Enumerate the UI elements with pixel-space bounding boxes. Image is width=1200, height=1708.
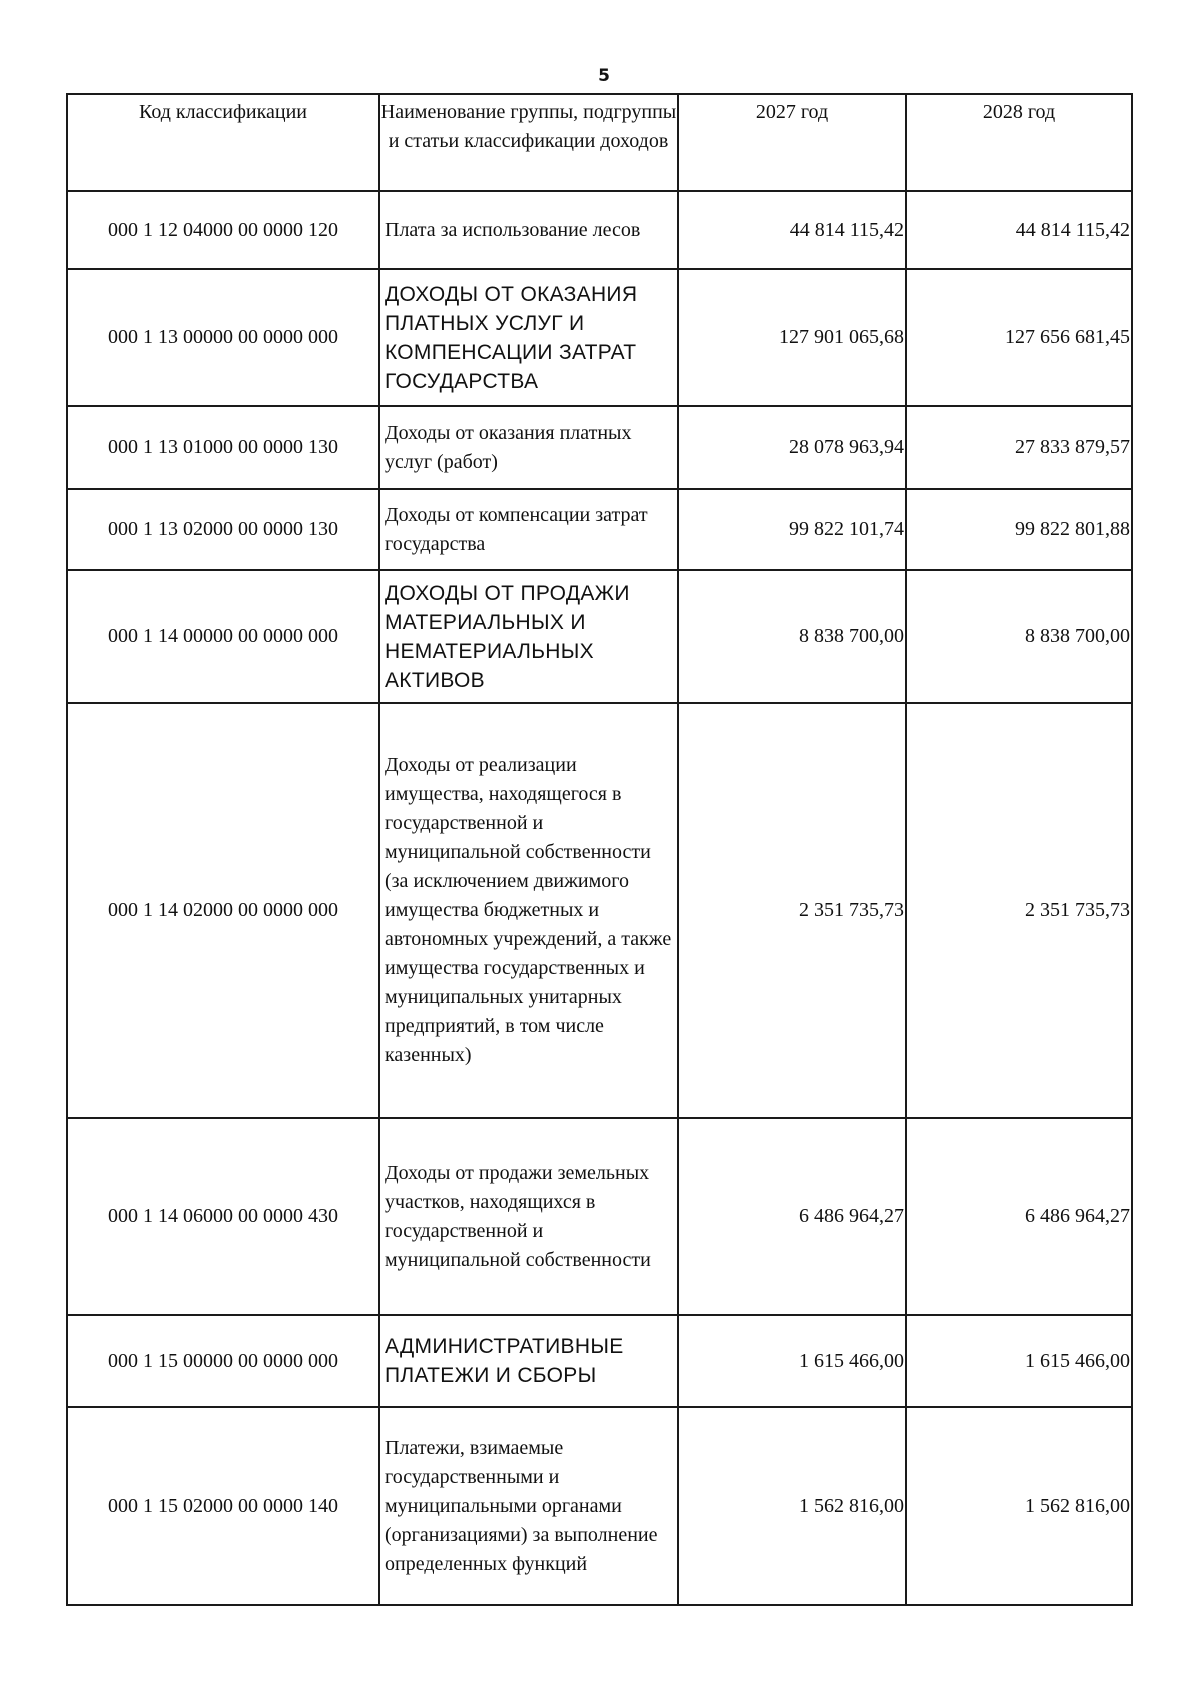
row-value-2028: 27 833 879,57 <box>906 406 1132 489</box>
row-name: Доходы от реализации имущества, находящегося в государственной и муниципальной собственности (за исключением движимого имущества бюджетных и автономных учреждений, а также имущества государственных и муниципальных унитарных предприятий, в том числе казенных) <box>379 703 678 1118</box>
header-2027: 2027 год <box>678 94 906 191</box>
row-value-2027: 99 822 101,74 <box>678 489 906 570</box>
row-code: 000 1 13 02000 00 0000 130 <box>67 489 379 570</box>
row-name: ДОХОДЫ ОТ ПРОДАЖИ МАТЕРИАЛЬНЫХ И НЕМАТЕРИАЛЬНЫХ АКТИВОВ <box>379 570 678 703</box>
header-code: Код классификации <box>67 94 379 191</box>
table-row <box>67 1315 1132 1407</box>
row-value-2028: 44 814 115,42 <box>906 191 1132 269</box>
row-code: 000 1 13 01000 00 0000 130 <box>67 406 379 489</box>
row-code: 000 1 15 02000 00 0000 140 <box>67 1407 379 1605</box>
row-name: Доходы от продажи земельных участков, находящихся в государственной и муниципальной собственности <box>379 1118 678 1315</box>
row-name: Доходы от компенсации затрат государства <box>379 489 678 570</box>
table-row <box>67 406 1132 489</box>
row-value-2028: 2 351 735,73 <box>906 703 1132 1118</box>
header-name: Наименование группы, подгруппы и статьи классификации доходов <box>379 94 678 191</box>
row-code: 000 1 15 00000 00 0000 000 <box>67 1315 379 1407</box>
row-value-2028: 6 486 964,27 <box>906 1118 1132 1315</box>
row-name: Плата за использование лесов <box>379 191 678 269</box>
row-value-2028: 99 822 801,88 <box>906 489 1132 570</box>
row-value-2027: 127 901 065,68 <box>678 269 906 406</box>
table-row <box>67 191 1132 269</box>
table-row <box>67 1407 1132 1605</box>
table-row <box>67 1118 1132 1315</box>
table-row <box>67 269 1132 406</box>
row-code: 000 1 14 00000 00 0000 000 <box>67 570 379 703</box>
row-code: 000 1 13 00000 00 0000 000 <box>67 269 379 406</box>
row-value-2027: 1 562 816,00 <box>678 1407 906 1605</box>
row-value-2028: 127 656 681,45 <box>906 269 1132 406</box>
row-name: Платежи, взимаемые государственными и муниципальными органами (организациями) за выполнение определенных функций <box>379 1407 678 1605</box>
row-code: 000 1 14 06000 00 0000 430 <box>67 1118 379 1315</box>
table-row <box>67 489 1132 570</box>
row-name: АДМИНИСТРАТИВНЫЕ ПЛАТЕЖИ И СБОРЫ <box>379 1315 678 1407</box>
row-value-2028: 8 838 700,00 <box>906 570 1132 703</box>
table-row <box>67 703 1132 1118</box>
row-name: Доходы от оказания платных услуг (работ) <box>379 406 678 489</box>
row-value-2027: 8 838 700,00 <box>678 570 906 703</box>
row-value-2028: 1 562 816,00 <box>906 1407 1132 1605</box>
header-2028: 2028 год <box>906 94 1132 191</box>
row-name: ДОХОДЫ ОТ ОКАЗАНИЯ ПЛАТНЫХ УСЛУГ И КОМПЕНСАЦИИ ЗАТРАТ ГОСУДАРСТВА <box>379 269 678 406</box>
revenue-table <box>66 93 1133 1606</box>
row-value-2027: 1 615 466,00 <box>678 1315 906 1407</box>
row-value-2027: 28 078 963,94 <box>678 406 906 489</box>
row-value-2027: 6 486 964,27 <box>678 1118 906 1315</box>
row-value-2027: 2 351 735,73 <box>678 703 906 1118</box>
row-value-2028: 1 615 466,00 <box>906 1315 1132 1407</box>
row-code: 000 1 12 04000 00 0000 120 <box>67 191 379 269</box>
table-row <box>67 570 1132 703</box>
table-header-row <box>67 94 1132 191</box>
row-value-2027: 44 814 115,42 <box>678 191 906 269</box>
page-number: 5 <box>598 66 610 86</box>
row-code: 000 1 14 02000 00 0000 000 <box>67 703 379 1118</box>
